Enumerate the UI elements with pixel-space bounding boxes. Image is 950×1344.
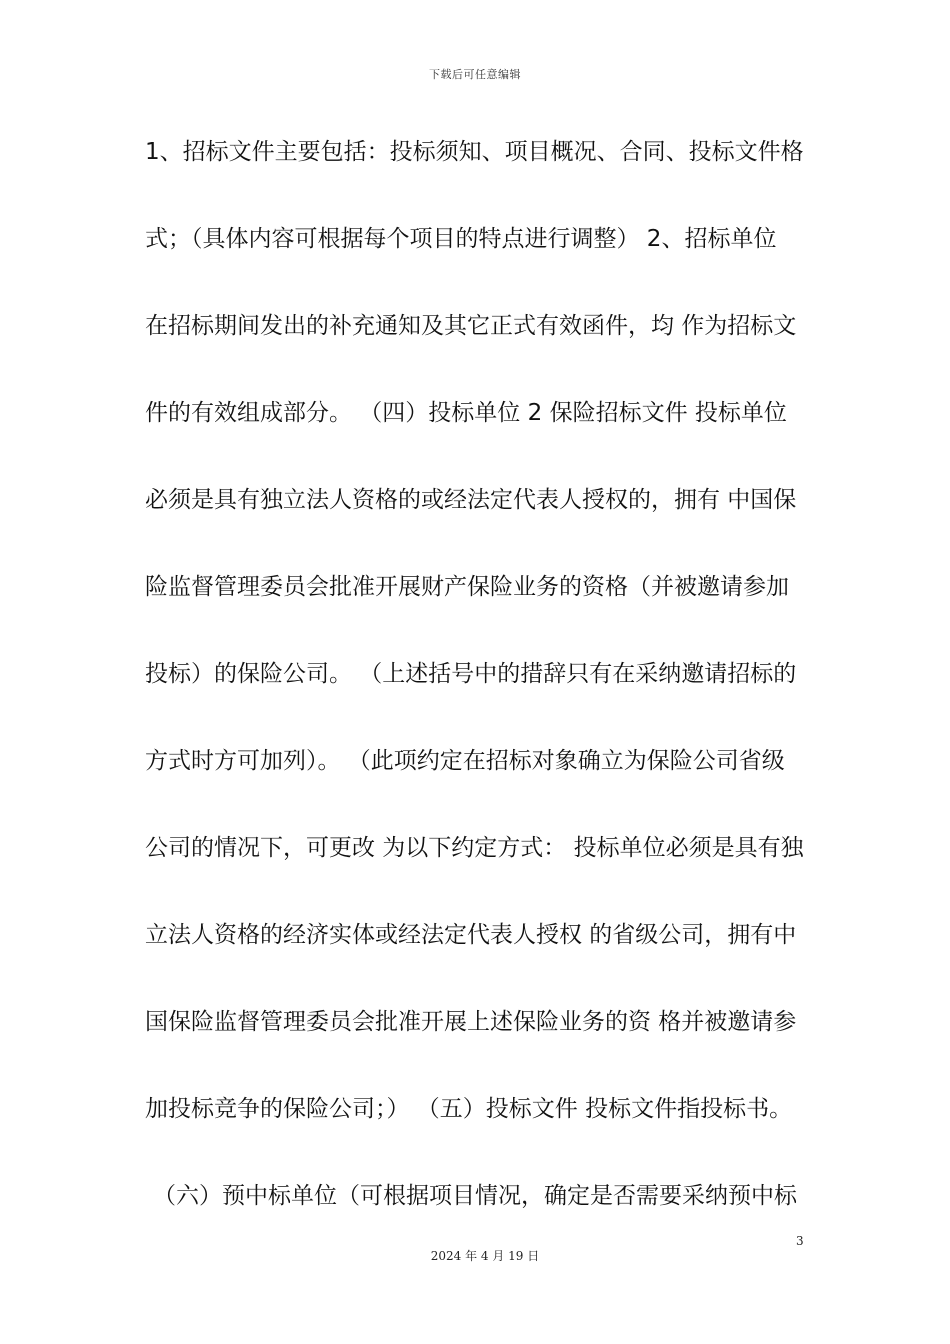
body-line: （六）预中标单位（可根据项目情况，确定是否需要采纳预中标: [153, 1183, 797, 1209]
body-line: 加投标竞争的保险公司；） （五）投标文件 投标文件指投标书。: [145, 1096, 793, 1122]
body-line: 在招标期间发出的补充通知及其它正式有效函件，均 作为招标文: [145, 313, 797, 339]
body-line: 必须是具有独立法人资格的或经法定代表人授权的，拥有 中国保: [145, 487, 797, 513]
body-line: 式；（具体内容可根据每个项目的特点进行调整） 2、招标单位: [145, 226, 777, 252]
body-line: 公司的情况下，可更改 为以下约定方式： 投标单位必须是具有独: [145, 835, 804, 861]
body-line: 立法人资格的经济实体或经法定代表人授权 的省级公司，拥有中: [145, 922, 797, 948]
body-line: 方式时方可加列）。 （此项约定在招标对象确立为保险公司省级: [145, 748, 785, 774]
header-note: 下载后可任意编辑: [429, 68, 521, 81]
body-line: 险监督管理委员会批准开展财产保险业务的资格（并被邀请参加: [145, 574, 789, 600]
body-line: 1、招标文件主要包括：投标须知、项目概况、合同、投标文件格: [145, 139, 804, 165]
document-body: [145, 128, 810, 1259]
footer-date: 2024 年 4 月 19 日: [430, 1249, 540, 1263]
body-line: 投标）的保险公司。 （上述括号中的措辞只有在采纳邀请招标的: [145, 661, 797, 687]
page-number: 3: [796, 1234, 804, 1248]
body-line: 国保险监督管理委员会批准开展上述保险业务的资 格并被邀请参: [145, 1009, 797, 1035]
body-line: 件的有效组成部分。 （四）投标单位 2 保险招标文件 投标单位: [145, 400, 787, 426]
